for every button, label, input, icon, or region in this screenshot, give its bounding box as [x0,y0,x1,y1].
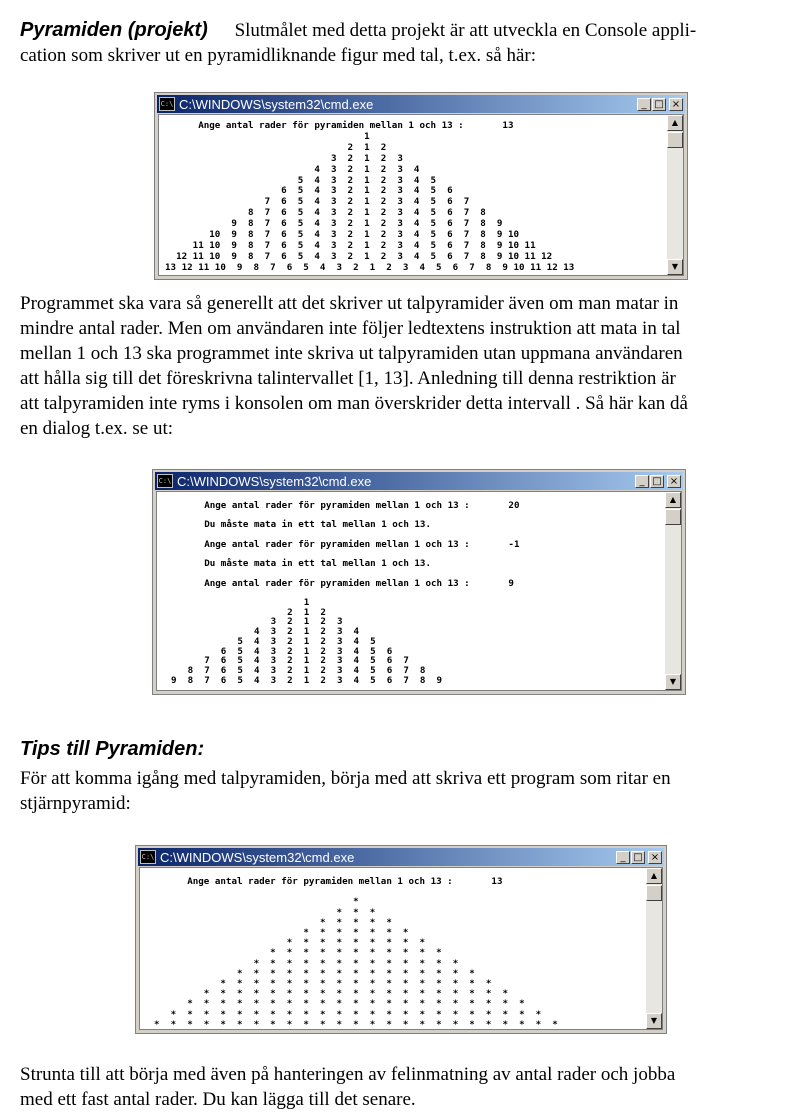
minimize-button[interactable]: _ [637,98,651,111]
console-line: 7 6 5 4 3 2 1 2 3 4 5 6 7 [165,196,470,208]
intro-text-line2: cation som skriver ut en pyramidliknande figur med tal, t.ex. så här: [20,45,537,66]
console-line: Du måste mata in ett tal mellan 1 och 13. [171,519,431,531]
console-titlebar [138,848,664,866]
console-line: 13 12 11 10 9 8 7 6 5 4 3 2 1 2 3 4 5 6 7 8 9 10 11 12 13 [165,261,575,273]
close-button[interactable]: × [667,475,681,488]
maximize-button[interactable]: □ [631,851,645,864]
scroll-up-button[interactable]: ▲ [667,115,683,131]
section-generality [20,291,772,441]
console-line: 5 4 3 2 1 2 3 4 5 [165,174,437,186]
console-line: 4 3 2 1 2 3 4 [171,626,360,638]
scroll-down-button[interactable]: ▼ [665,674,681,690]
console-line: * * * * * * * * * * * * * * * * * [154,978,492,989]
para-line: Programmet ska vara så generellt att det skriver ut talpyramider även om man matar in [20,293,679,314]
console-line: 2 1 2 [165,141,387,153]
scroll-down-button[interactable]: ▼ [667,259,683,275]
console-window-1 [154,92,688,280]
console-line: 4 3 2 1 2 3 4 [165,163,420,175]
vertical-scrollbar[interactable] [667,115,683,275]
console-client [158,114,684,276]
console-titlebar [155,472,683,490]
minimize-button[interactable]: _ [616,851,630,864]
section-closing [20,1062,772,1112]
scroll-thumb[interactable] [667,132,683,148]
window-title: C:\WINDOWS\system32\cmd.exe [177,473,372,489]
console-line: 3 2 1 2 3 [165,152,403,164]
console-line: 8 7 6 5 4 3 2 1 2 3 4 5 6 7 8 [165,207,486,219]
console-line: 7 6 5 4 3 2 1 2 3 4 5 6 7 [171,655,409,667]
maximize-button[interactable]: □ [652,98,666,111]
console-line: 6 5 4 3 2 1 2 3 4 5 6 [165,185,453,197]
console-line: Ange antal rader för pyramiden mellan 1 och 13 : 13 [165,120,514,131]
close-button[interactable]: × [648,851,662,864]
section-tips [20,738,772,816]
console-line: 10 9 8 7 6 5 4 3 2 1 2 3 4 5 6 7 8 9 10 [165,229,520,240]
console-line: * * * * * * * * * * * [154,947,442,959]
console-line: * * * * * * * * * * * * * * * * * * * * * [154,998,525,1010]
console-output [159,115,666,275]
console-line: * * * * * * * * * * * * * * * [154,967,475,979]
console-output [140,868,645,1029]
para-line: att talpyramiden inte ryms i konsolen om man överskrider detta intervall . Så här kan då [20,393,688,414]
window-title: C:\WINDOWS\system32\cmd.exe [160,849,355,865]
console-line: * * * * * * * * * * * * * * * * * * * * * * * [154,1008,542,1020]
cmd-icon: C:\ [157,474,173,488]
para-line: För att komma igång med talpyramiden, börja med att skriva ett program som ritar en [20,768,671,789]
console-line: * * * * * [154,916,392,928]
console-titlebar [157,95,685,113]
vertical-scrollbar[interactable] [665,492,681,690]
console-line: 9 8 7 6 5 4 3 2 1 2 3 4 5 6 7 8 9 [165,218,503,230]
para-line: Strunta till att börja med även på hanteringen av felinmatning av antal rader och jobba [20,1064,676,1085]
console-line: 2 1 2 [171,606,326,618]
console-line: * * * * * * * * * * * * * * * * * * * [154,988,509,1000]
console-client [139,867,663,1030]
console-line: * [154,896,359,908]
para-line: med ett fast antal rader. Du kan lägga till det senare. [20,1089,416,1110]
console-line: * * * * * * * * * [154,937,426,949]
console-line: 8 7 6 5 4 3 2 1 2 3 4 5 6 7 8 [171,664,426,676]
console-line: 6 5 4 3 2 1 2 3 4 5 6 [171,645,393,657]
scroll-thumb[interactable] [665,509,681,525]
minimize-button[interactable]: _ [635,475,649,488]
console-line: Ange antal rader för pyramiden mellan 1 och 13 : 13 [154,876,503,887]
scroll-up-button[interactable]: ▲ [646,868,662,884]
scroll-up-button[interactable]: ▲ [665,492,681,508]
console-line: * * * * * * * * * * * * * * * * * * * * * * * * * [154,1018,558,1029]
console-line: * * * * * * * [154,927,409,938]
close-button[interactable]: × [669,98,683,111]
para-line: stjärnpyramid: [20,793,131,814]
console-line: * * * * * * * * * * * * * [154,957,459,969]
console-window-3 [135,845,667,1034]
maximize-button[interactable]: □ [650,475,664,488]
console-output [157,492,664,690]
console-line: * * * [154,906,376,918]
intro-text-line1: Slutmålet med detta projekt är att utveckla en Console appli- [234,20,697,41]
console-window-2 [152,469,686,695]
window-title: C:\WINDOWS\system32\cmd.exe [179,96,374,112]
para-line: en dialog t.ex. se ut: [20,418,174,439]
tips-heading: Tips till Pyramiden: [20,738,205,760]
para-line: att hålla sig till det föreskrivna talintervallet [1, 13]. Anledning till denna restriktion är [20,368,676,389]
console-client [156,491,682,691]
console-line: Ange antal rader för pyramiden mellan 1 och 13 : 9 [171,577,514,589]
console-line: 1 [171,597,310,608]
console-line: 9 8 7 6 5 4 3 2 1 2 3 4 5 6 7 8 9 [171,674,443,686]
cmd-icon: C:\ [140,850,156,864]
console-line: 1 [165,130,370,142]
console-line: 5 4 3 2 1 2 3 4 5 [171,635,376,647]
vertical-scrollbar[interactable] [646,868,662,1029]
section-intro [20,18,780,68]
console-line: 11 10 9 8 7 6 5 4 3 2 1 2 3 4 5 6 7 8 9 10 11 [165,239,536,251]
console-line: Ange antal rader för pyramiden mellan 1 och 13 : 20 [171,500,520,511]
scroll-thumb[interactable] [646,885,662,901]
console-line: 12 11 10 9 8 7 6 5 4 3 2 1 2 3 4 5 6 7 8 9 10 11 12 [165,250,553,262]
scroll-down-button[interactable]: ▼ [646,1013,662,1029]
para-line: mellan 1 och 13 ska programmet inte skriva ut talpyramiden utan uppmana användaren [20,343,683,364]
console-line: 3 2 1 2 3 [171,616,343,628]
project-heading: Pyramiden (projekt) [20,19,208,41]
console-line: Du måste mata in ett tal mellan 1 och 13. [171,558,431,570]
cmd-icon: C:\ [159,97,175,111]
para-line: mindre antal rader. Men om användaren inte följer ledtextens instruktion att mata in tal [20,318,681,339]
console-line: Ange antal rader för pyramiden mellan 1 och 13 : -1 [171,538,520,550]
